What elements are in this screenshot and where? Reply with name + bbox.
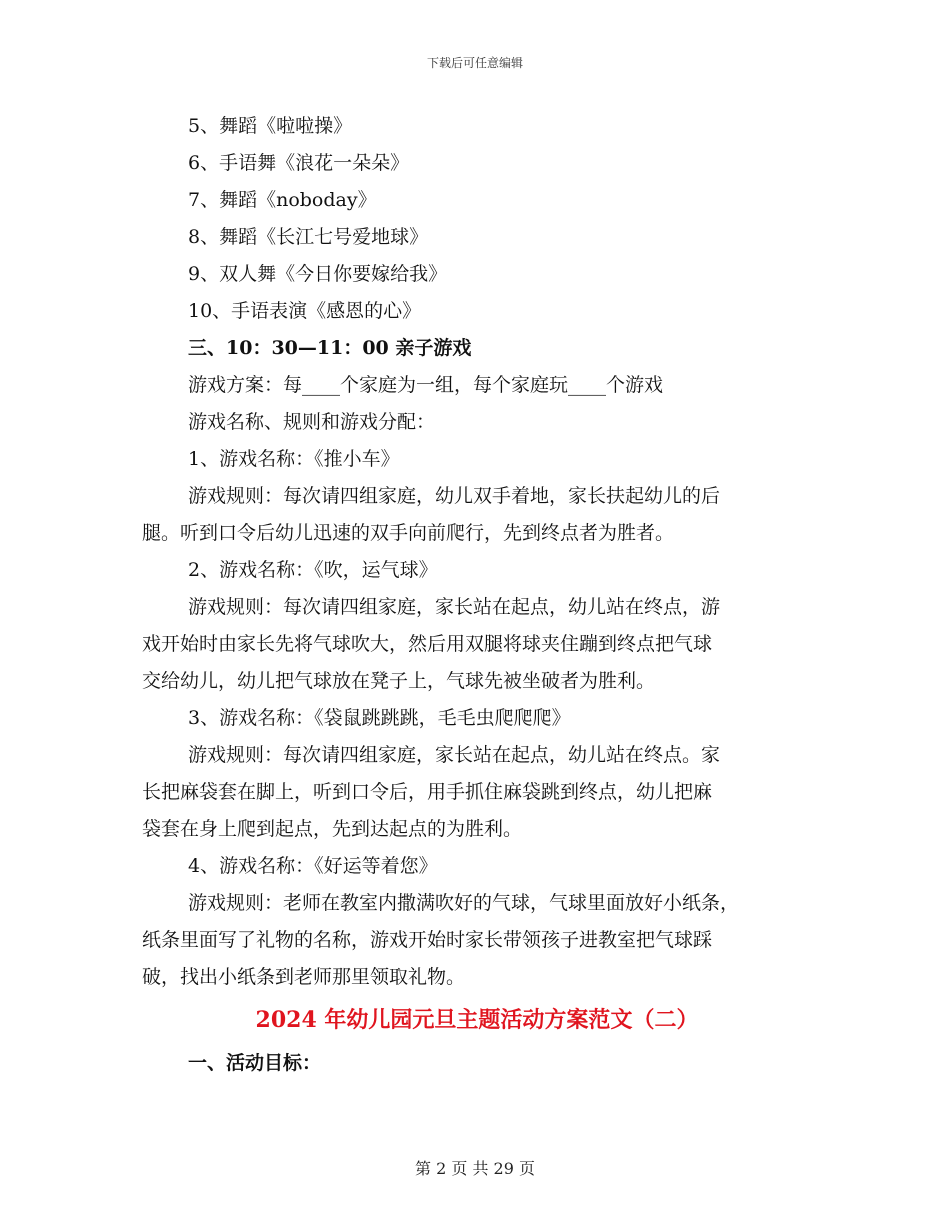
game-name: 1、游戏名称：《推小车》: [188, 448, 400, 470]
game-rule-line: 袋套在身上爬到起点，先到达起点的为胜利。: [142, 818, 523, 840]
section-heading: 三、10：30—11：00 亲子游戏: [188, 337, 472, 359]
document-title: 2024 年幼儿园元旦主题活动方案范文（二）: [255, 1007, 699, 1033]
game-rule-line: 游戏规则：每次请四组家庭，家长站在起点，幼儿站在终点。家: [188, 744, 721, 766]
section-heading: 一、活动目标：: [188, 1052, 322, 1074]
page-footer: 第 2 页 共 29 页: [415, 1159, 535, 1178]
game-rule-line: 交给幼儿，幼儿把气球放在凳子上，气球先被坐破者为胜利。: [142, 670, 656, 692]
game-rule-line: 戏开始时由家长先将气球吹大，然后用双腿将球夹住蹦到终点把气球: [142, 633, 713, 655]
game-rule-line: 长把麻袋套在脚上，听到口令后，用手抓住麻袋跳到终点，幼儿把麻: [142, 781, 713, 803]
game-rule-line: 破，找出小纸条到老师那里领取礼物。: [142, 966, 466, 988]
game-name: 3、游戏名称：《袋鼠跳跳跳，毛毛虫爬爬爬》: [188, 707, 571, 729]
game-rule-line: 腿。听到口令后幼儿迅速的双手向前爬行，先到终点者为胜者。: [142, 522, 675, 544]
game-plan-text: 游戏方案：每____个家庭为一组，每个家庭玩____个游戏: [188, 374, 664, 396]
program-item: 5、舞蹈《啦啦操》: [188, 115, 353, 137]
document-body: [142, 108, 812, 1082]
program-item: 10、手语表演《感恩的心》: [188, 300, 422, 322]
game-rule-line: 游戏规则：每次请四组家庭，幼儿双手着地，家长扶起幼儿的后: [188, 485, 721, 507]
program-item: 8、舞蹈《长江七号爱地球》: [188, 226, 429, 248]
program-item: 7、舞蹈《noboday》: [188, 189, 377, 211]
game-rule-line: 游戏规则：老师在教室内撒满吹好的气球，气球里面放好小纸条，: [188, 892, 740, 914]
program-item: 6、手语舞《浪花一朵朵》: [188, 152, 410, 174]
game-name: 4、游戏名称：《好运等着您》: [188, 855, 438, 877]
game-rule-line: 纸条里面写了礼物的名称，游戏开始时家长带领孩子进教室把气球踩: [142, 929, 713, 951]
game-name: 2、游戏名称：《吹，运气球》: [188, 559, 438, 581]
game-rule-line: 游戏规则：每次请四组家庭，家长站在起点，幼儿站在终点，游: [188, 596, 721, 618]
game-intro-text: 游戏名称、规则和游戏分配：: [188, 411, 436, 433]
page-header: 下载后可任意编辑: [426, 56, 523, 70]
program-item: 9、双人舞《今日你要嫁给我》: [188, 263, 448, 285]
